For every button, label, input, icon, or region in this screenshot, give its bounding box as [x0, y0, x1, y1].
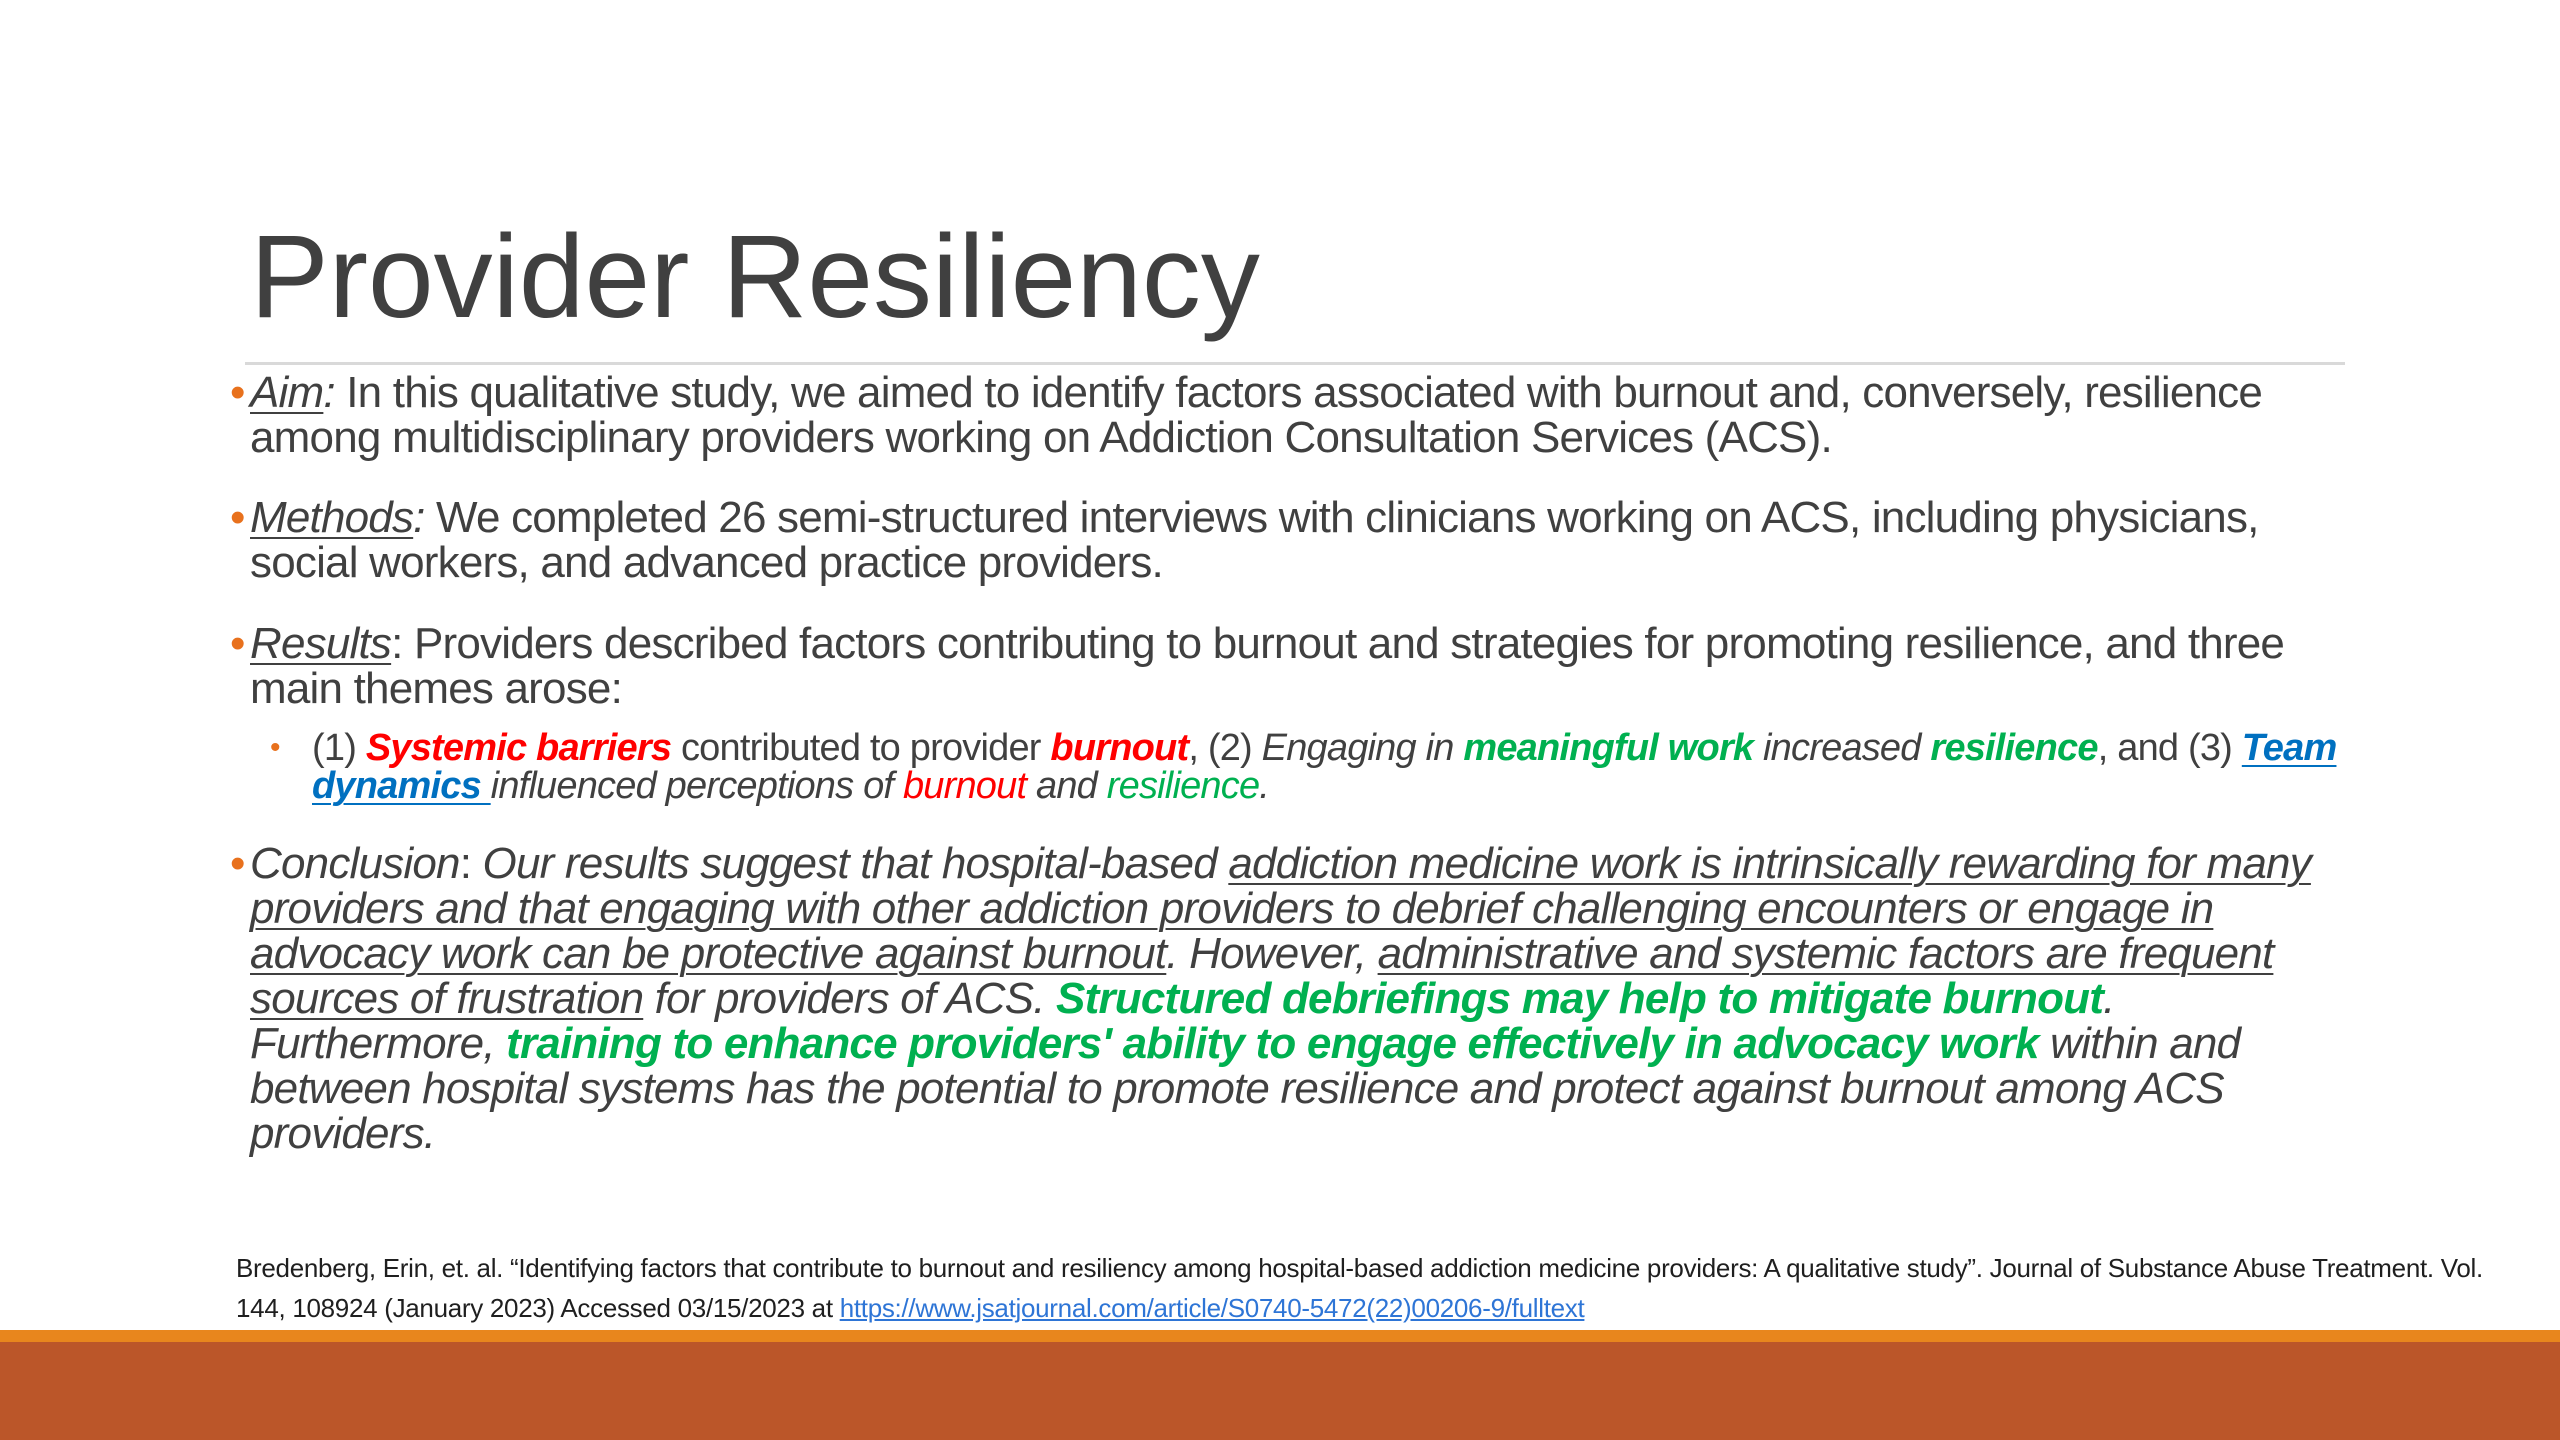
bullet-dot-icon: • [230, 839, 245, 888]
theme-text: Engaging in [1261, 727, 1464, 769]
theme-text: (1) [312, 727, 366, 769]
conclusion-label: Conclusion [250, 839, 460, 888]
theme-text: , (2) [1188, 727, 1262, 769]
methods-text: We completed 26 semi-structured interviews with clinicians working on ACS, including physicians, social workers, and advanced practice providers. [250, 493, 2259, 587]
theme-meaningful-work: meaningful work [1463, 727, 1754, 769]
slide-title: Provider Resiliency [250, 211, 1260, 343]
theme-text: , and (3) [2097, 727, 2242, 769]
results-bullet [230, 621, 2360, 711]
conclusion-text: Our results suggest that hospital-based [482, 839, 1229, 888]
results-themes-subbullet [230, 729, 2360, 805]
theme-text: increased [1753, 727, 1931, 769]
conclusion-bullet [230, 841, 2360, 1156]
citation [236, 1248, 2486, 1328]
theme-text: and [1026, 765, 1107, 807]
conclusion-highlight-debriefings: Structured debriefings may help to mitigate burnout [1056, 974, 2104, 1023]
theme-resilience: resilience [1106, 765, 1260, 807]
conclusion-text: for providers of ACS. [643, 974, 1057, 1023]
footer-band [0, 1342, 2560, 1440]
aim-bullet [230, 370, 2360, 460]
aim-text: In this qualitative study, we aimed to identify factors associated with burnout and, conversely, resilience among multidisciplinary providers working on Addiction Consultation Services (ACS). [250, 368, 2263, 462]
theme-text: influenced perceptions of [490, 765, 903, 807]
conclusion-text: . Furthermore, [250, 974, 2115, 1068]
theme-resilience: resilience [1930, 727, 2098, 769]
bullet-dot-icon: • [230, 619, 245, 668]
theme-text: contributed to provider [671, 727, 1051, 769]
bullet-dot-icon: • [230, 368, 245, 417]
conclusion-underlined-text: addiction medicine work is intrinsically rewarding for many providers and that engaging with other addiction providers to debrief challenging encounters or engage in advocacy work can be protective against burnout [250, 839, 2311, 978]
slide-body [230, 370, 2360, 1156]
conclusion-text: . However, [1166, 929, 1378, 978]
results-text: : Providers described factors contributing to burnout and strategies for promoting resilience, and three main themes arose: [250, 619, 2285, 713]
sub-bullet-dot-icon: • [270, 731, 280, 764]
conclusion-text: within and between hospital systems has the potential to promote resilience and protect against burnout among ACS providers. [250, 1019, 2241, 1158]
conclusion-highlight-training: training to enhance providers' ability to engage effectively in advocacy work [506, 1019, 2039, 1068]
results-label: Results [250, 619, 392, 668]
theme-systemic-barriers: Systemic barriers [365, 727, 672, 769]
theme-burnout: burnout [1050, 727, 1189, 769]
citation-link[interactable]: https://www.jsatjournal.com/article/S0740-5472(22)00206-9/fulltext [839, 1293, 1585, 1323]
bullet-dot-icon: • [230, 493, 245, 542]
theme-burnout: burnout [902, 765, 1027, 807]
methods-bullet [230, 495, 2360, 585]
theme-text: . [1259, 765, 1270, 807]
citation-text: Bredenberg, Erin, et. al. “Identifying factors that contribute to burnout and resiliency among hospital-based addiction medicine providers: A qualitative study”. Journal of Substance Abuse Treatment. Vol. 144, 108924 (January 2023) Accessed 03/15/2023 at [236, 1253, 2483, 1323]
aim-colon: : [323, 368, 335, 417]
aim-label: Aim [250, 368, 324, 417]
title-divider [245, 362, 2345, 365]
methods-colon: : [413, 493, 425, 542]
theme-team-dynamics: Team dynamics [312, 727, 2337, 807]
conclusion-underlined-text: administrative and systemic factors are frequent sources of frustration [250, 929, 2274, 1023]
conclusion-colon: : [459, 839, 483, 888]
footer-accent-line [0, 1330, 2560, 1342]
methods-label: Methods [250, 493, 414, 542]
